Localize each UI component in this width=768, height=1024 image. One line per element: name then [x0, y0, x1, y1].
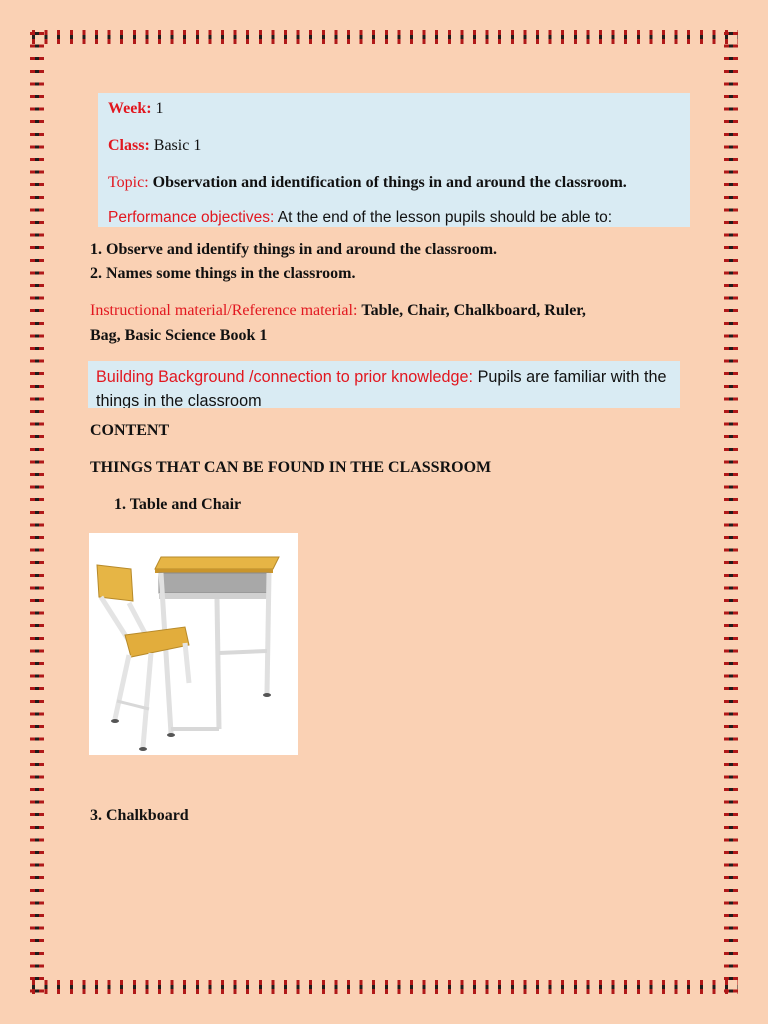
- item-table-and-chair: 1. Table and Chair: [114, 496, 242, 513]
- content-subheading: THINGS THAT CAN BE FOUND IN THE CLASSROOM: [90, 459, 492, 476]
- topic-value: Observation and identification of things in and around the classroom.: [152, 174, 627, 191]
- materials-label: Instructional material/Reference material:: [90, 302, 358, 319]
- materials-list-2: Bag, Basic Science Book 1: [90, 327, 268, 344]
- objective-2: 2. Names some things in the classroom.: [90, 265, 356, 282]
- objectives-label: Performance objectives:: [108, 209, 275, 226]
- materials-line-1: [90, 302, 586, 320]
- background-row: [96, 368, 667, 387]
- page-border-right: [724, 30, 738, 994]
- table-and-chair-image: [89, 533, 298, 755]
- class-label: Class:: [108, 137, 150, 154]
- background-label: Building Background /connection to prior knowledge:: [96, 368, 474, 386]
- materials-list-1: Table, Chair, Chalkboard, Ruler,: [361, 302, 586, 319]
- page-border-left: [30, 30, 44, 994]
- class-row: [108, 137, 201, 155]
- topic-row: [108, 174, 627, 192]
- objectives-value: At the end of the lesson pupils should be able to:: [277, 209, 613, 226]
- week-label: Week:: [108, 100, 152, 117]
- week-value: 1: [155, 100, 164, 117]
- content-heading: CONTENT: [90, 422, 170, 439]
- background-box: [88, 361, 680, 408]
- background-value-1: Pupils are familiar with the: [477, 368, 667, 386]
- lesson-info-box: [98, 93, 690, 227]
- background-value-2: things in the classroom: [96, 392, 262, 408]
- class-value: Basic 1: [153, 137, 202, 154]
- page-border-top: [30, 30, 738, 44]
- desk-chair-illustration: [89, 533, 298, 755]
- topic-label: Topic:: [108, 174, 149, 191]
- page-border-bottom: [30, 980, 738, 994]
- week-row: [108, 100, 164, 118]
- objective-1: 1. Observe and identify things in and around the classroom.: [90, 241, 498, 258]
- objectives-row: [108, 209, 612, 227]
- item-chalkboard: 3. Chalkboard: [90, 807, 189, 824]
